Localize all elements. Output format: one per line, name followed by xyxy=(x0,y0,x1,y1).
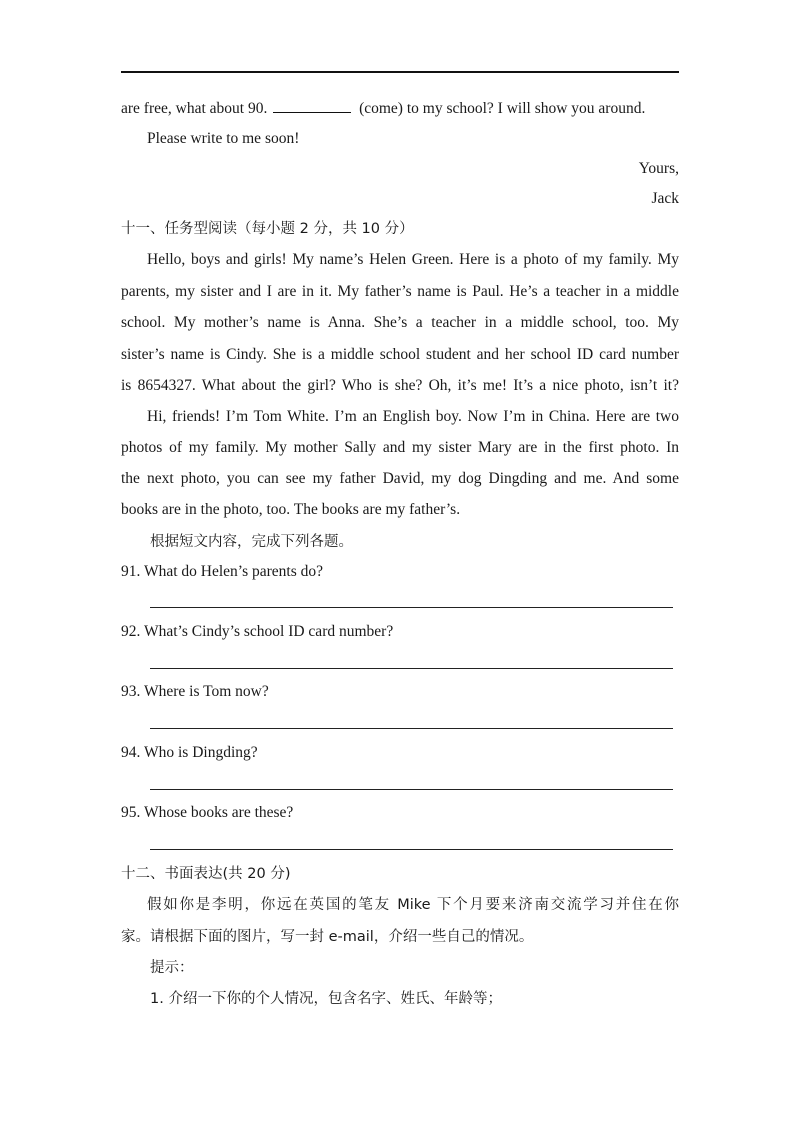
section-12-hint-1: 1. 介绍一下你的个人情况，包含名字、姓氏、年龄等； xyxy=(150,991,502,1007)
question-94: 94. Who is Dingding? xyxy=(121,744,258,761)
question-95: 95. Whose books are these? xyxy=(121,804,294,821)
passage2-line: Hi, friends! I’m Tom White. I’m an English boy. Now I’m in China. Here are two xyxy=(147,408,679,425)
passage1-line: Hello, boys and girls! My name’s Helen Green. Here is a photo of my family. My xyxy=(147,251,679,268)
passage2-line: photos of my family. My mother Sally and my sister Mary are in the first photo. In xyxy=(121,439,679,456)
answer-line-91[interactable] xyxy=(150,607,673,608)
blank-90[interactable] xyxy=(273,98,351,113)
question-92: 92. What’s Cindy’s school ID card number? xyxy=(121,623,394,640)
section-12-heading: 十二、书面表达(共 20 分) xyxy=(121,866,291,882)
letter-line-1-before: are free, what about 90. xyxy=(121,100,268,117)
answer-line-92[interactable] xyxy=(150,668,673,669)
section-12-prompt-line-1: 假如你是李明，你远在英国的笔友 Mike 下个月要来济南交流学习并住在你 xyxy=(147,897,679,913)
letter-signature: Jack xyxy=(651,190,679,207)
letter-closing: Yours, xyxy=(638,160,679,177)
question-91: 91. What do Helen’s parents do? xyxy=(121,563,324,580)
answer-line-95[interactable] xyxy=(150,849,673,850)
section-12-hint-label: 提示： xyxy=(150,960,194,976)
section-12-prompt-line-2: 家。请根据下面的图片，写一封 e-mail，介绍一些自己的情况。 xyxy=(121,929,534,945)
question-93: 93. Where is Tom now? xyxy=(121,683,269,700)
passage2-line: the next photo, you can see my father David, my dog Dingding and me. And some xyxy=(121,470,679,487)
letter-line-1-after: (come) to my school? I will show you around. xyxy=(359,100,646,117)
answer-line-93[interactable] xyxy=(150,728,673,729)
passage1-line: school. My mother’s name is Anna. She’s a teacher in a middle school, too. My xyxy=(121,314,679,331)
letter-line-1 xyxy=(121,98,645,119)
section-11-instruction: 根据短文内容，完成下列各题。 xyxy=(150,534,353,550)
passage2-line: books are in the photo, too. The books are my father’s. xyxy=(121,501,461,518)
top-rule xyxy=(121,71,679,73)
letter-line-2: Please write to me soon! xyxy=(147,130,300,147)
section-11-heading: 十一、任务型阅读（每小题 2 分，共 10 分） xyxy=(121,221,414,237)
passage1-line: is 8654327. What about the girl? Who is she? Oh, it’s me! It’s a nice photo, isn’t it? xyxy=(121,377,679,394)
passage1-line: sister’s name is Cindy. She is a middle school student and her school ID card number xyxy=(121,346,679,363)
answer-line-94[interactable] xyxy=(150,789,673,790)
passage1-line: parents, my sister and I are in it. My father’s name is Paul. He’s a teacher in a middle xyxy=(121,283,679,300)
